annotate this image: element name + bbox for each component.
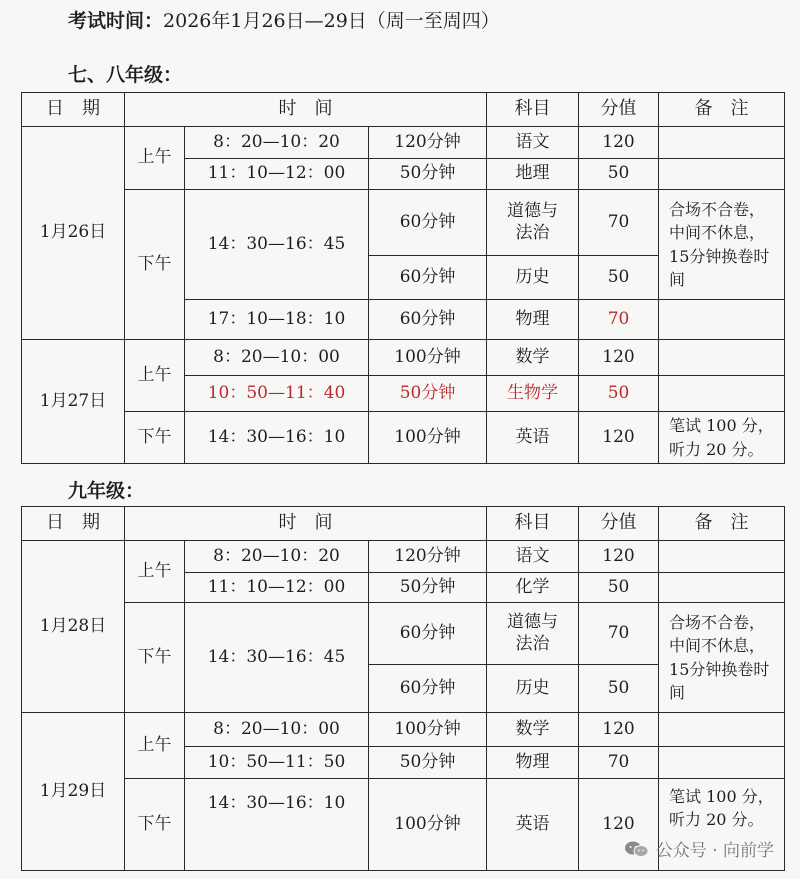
time-cell: 11：10—12：00: [185, 573, 369, 603]
wechat-icon: [624, 840, 650, 858]
score-cell: 120: [579, 541, 659, 573]
period-cell: 下午: [125, 779, 185, 871]
subject-cell: 生物学: [487, 376, 579, 412]
duration-cell: 50分钟: [369, 747, 487, 779]
col-header-subject: 科目: [487, 93, 579, 127]
note-cell: [659, 300, 785, 340]
score-cell: 120: [579, 713, 659, 747]
score-cell: 70: [579, 190, 659, 256]
duration-cell: 100分钟: [369, 412, 487, 464]
score-cell: 70: [579, 603, 659, 665]
time-cell: 17：10—18：10: [185, 300, 369, 340]
table-row: [22, 340, 785, 376]
period-cell: 上午: [125, 541, 185, 603]
subject-cell: 道德与法治: [487, 603, 579, 665]
period-cell: 上午: [125, 340, 185, 412]
subject-cell: 道德与法治: [487, 190, 579, 256]
time-cell: 8：20—10：00: [185, 713, 369, 747]
table-header-row: [22, 507, 785, 541]
note-cell: [659, 747, 785, 779]
duration-cell: 120分钟: [369, 127, 487, 159]
subject-cell: 英语: [487, 412, 579, 464]
table-row: [22, 541, 785, 573]
schedule-table-grade-7-8: [21, 92, 785, 464]
duration-cell: 60分钟: [369, 603, 487, 665]
table-row: [22, 412, 785, 464]
table-header-row: [22, 93, 785, 127]
score-cell: 50: [579, 665, 659, 713]
time-cell: 8：20—10：00: [185, 340, 369, 376]
time-cell: 14：30—16：45: [185, 603, 369, 713]
note-cell: 笔试 100 分，听力 20 分。: [659, 412, 785, 464]
period-cell: 下午: [125, 603, 185, 713]
time-cell: 11：10—12：00: [185, 159, 369, 190]
score-cell: 120: [579, 127, 659, 159]
col-header-date: 日 期: [22, 507, 125, 541]
subject-cell: 语文: [487, 541, 579, 573]
score-cell: 120: [579, 340, 659, 376]
duration-cell: 100分钟: [369, 340, 487, 376]
table-row: [22, 190, 785, 256]
time-cell: 10：50—11：50: [185, 747, 369, 779]
section-title-grade-7-8: 七、八年级：: [68, 64, 183, 86]
date-cell: 1月29日: [22, 713, 125, 871]
subject-cell: 语文: [487, 127, 579, 159]
subject-cell: 物理: [487, 747, 579, 779]
period-cell: 上午: [125, 127, 185, 190]
date-cell: 1月26日: [22, 127, 125, 340]
note-cell: 笔试 100 分，听力 20 分。: [659, 779, 785, 871]
col-header-date: 日 期: [22, 93, 125, 127]
subject-cell: 化学: [487, 573, 579, 603]
col-header-subject: 科目: [487, 507, 579, 541]
duration-cell: 100分钟: [369, 713, 487, 747]
score-cell: 50: [579, 256, 659, 300]
subject-cell: 数学: [487, 713, 579, 747]
subject-cell: 历史: [487, 256, 579, 300]
period-cell: 下午: [125, 412, 185, 464]
score-cell: 50: [579, 159, 659, 190]
note-cell: [659, 541, 785, 573]
note-cell: [659, 376, 785, 412]
time-cell: 14：30—16：10: [185, 779, 369, 871]
subject-cell: 历史: [487, 665, 579, 713]
subject-cell: 地理: [487, 159, 579, 190]
period-cell: 下午: [125, 190, 185, 340]
score-cell: 70: [579, 747, 659, 779]
duration-cell: 60分钟: [369, 300, 487, 340]
col-header-note: 备 注: [659, 93, 785, 127]
table-row: [22, 127, 785, 159]
note-cell: 合场不合卷，中间不休息，15分钟换卷时间: [659, 190, 785, 300]
score-cell: 50: [579, 376, 659, 412]
col-header-score: 分值: [579, 507, 659, 541]
time-cell: 10：50—11：40: [185, 376, 369, 412]
exam-time-header: [68, 6, 500, 33]
score-cell: 50: [579, 573, 659, 603]
exam-time-label: 考试时间：: [68, 10, 164, 32]
subject-cell: 物理: [487, 300, 579, 340]
duration-cell: 60分钟: [369, 190, 487, 256]
score-cell-highlighted: 70: [579, 300, 659, 340]
col-header-score: 分值: [579, 93, 659, 127]
note-cell: [659, 573, 785, 603]
time-cell: 14：30—16：45: [185, 190, 369, 300]
schedule-table-grade-9: [21, 506, 785, 871]
time-cell: 8：20—10：20: [185, 127, 369, 159]
time-cell: 14：30—16：10: [185, 412, 369, 464]
duration-cell: 50分钟: [369, 376, 487, 412]
note-cell: [659, 340, 785, 376]
watermark: [624, 836, 774, 861]
time-cell: 8：20—10：20: [185, 541, 369, 573]
note-cell: 合场不合卷，中间不休息，15分钟换卷时间: [659, 603, 785, 713]
section-title-grade-9: 九年级：: [68, 480, 145, 502]
duration-cell: 60分钟: [369, 256, 487, 300]
table-row: [22, 713, 785, 747]
duration-cell: 120分钟: [369, 541, 487, 573]
duration-cell: 100分钟: [369, 779, 487, 871]
score-cell: 120: [579, 779, 659, 871]
duration-cell: 60分钟: [369, 665, 487, 713]
score-cell: 120: [579, 412, 659, 464]
watermark-text: 公众号 · 向前学: [655, 841, 774, 861]
note-cell: [659, 159, 785, 190]
exam-time-value: 2026年1月26日—29日（周一至周四）: [163, 10, 500, 32]
date-cell: 1月28日: [22, 541, 125, 713]
col-header-time: 时 间: [125, 507, 487, 541]
duration-cell: 50分钟: [369, 573, 487, 603]
col-header-time: 时 间: [125, 93, 487, 127]
table-row: [22, 603, 785, 665]
subject-cell: 数学: [487, 340, 579, 376]
col-header-note: 备 注: [659, 507, 785, 541]
date-cell: 1月27日: [22, 340, 125, 464]
subject-cell: 英语: [487, 779, 579, 871]
period-cell: 上午: [125, 713, 185, 779]
note-cell: [659, 713, 785, 747]
note-cell: [659, 127, 785, 159]
duration-cell: 50分钟: [369, 159, 487, 190]
